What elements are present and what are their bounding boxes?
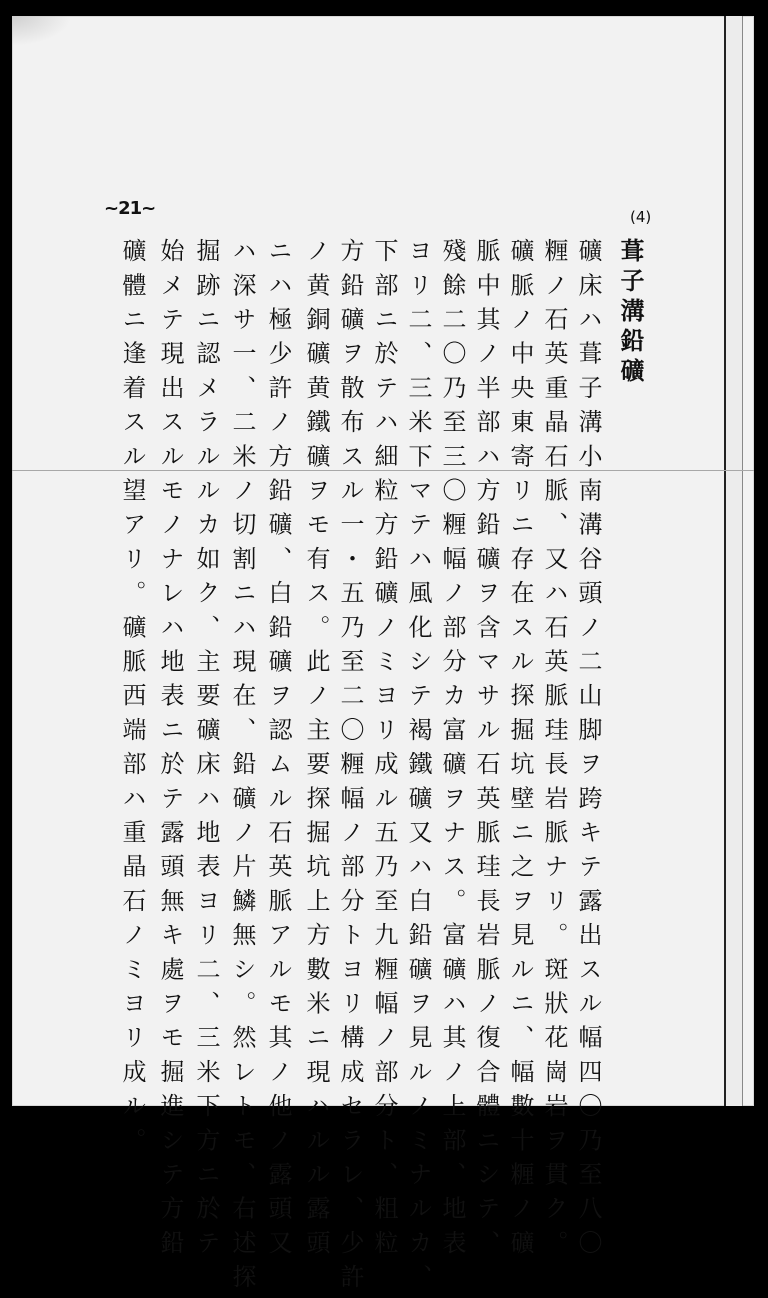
text-column: ヨリ二、三米下マテハ風化シテ褐鐵礦又ハ白鉛礦ヲ見ルノミナルカ、 <box>404 238 432 1298</box>
text-column: 礦體ニ逢着スル望アリ。礦脈西端部ハ重晶石ノミヨリ成ル。 <box>118 238 146 1162</box>
text-column: 礦床ハ葺子溝小南溝谷頭ノ二山脚ヲ跨キテ露出スル幅四〇乃至八〇 <box>574 238 602 1264</box>
text-column: 下部ニ於テハ細粒方鉛礦ノミヨリ成ル五乃至九糎幅ノ部分ト、粗粒 <box>370 238 398 1264</box>
text-column: 糎ノ石英重晶石脈、又ハ石英脈珪長岩脈ナリ。斑狀花崗岩ヲ貫ク。 <box>540 238 568 1264</box>
text-column: 方鉛礦ヲ散布スル一・五乃至二〇糎幅ノ部分トヨリ構成セラレ、少許 <box>336 238 364 1298</box>
text-column: 脈中其ノ半部ハ方鉛礦ヲ含マサル石英脈珪長岩脈ノ復合體ニシテ、 <box>472 238 500 1264</box>
binding-edge <box>724 16 743 1106</box>
text-column: 殘餘二〇乃至三〇糎幅ノ部分カ富礦ヲナス。富礦ハ其ノ上部、地表 <box>438 238 466 1264</box>
text-column: ノ黄銅礦黄鐵礦ヲモ有ス。此ノ主要探掘坑上方數米ニ現ハルル露頭 <box>302 238 330 1264</box>
text-column: 始メテ現出スルモノナレハ地表ニ於テ露頭無キ處ヲモ掘進シテ方鉛 <box>156 238 184 1264</box>
page-number: ~21~ <box>104 198 156 219</box>
text-column: 礦脈ノ中央東寄リニ存在スル探掘坑壁ニ之ヲ見ルニ、幅數十糎ノ礦 <box>506 238 534 1264</box>
paper-scuff <box>12 16 72 46</box>
section-heading: 葺子溝鉛礦 <box>616 238 645 388</box>
text-column: ニハ極少許ノ方鉛礦、白鉛礦ヲ認ムル石英脈アルモ其ノ他ノ露頭又 <box>264 238 292 1264</box>
section-number: (4) <box>630 208 652 226</box>
text-column: 掘跡ニ認メラルルカ如ク、主要礦床ハ地表ヨリ二、三米下方ニ於テ <box>192 238 220 1264</box>
text-column: ハ深サ一、二米ノ切割ニハ現在、鉛礦ノ片鱗無シ。然レトモ、右述探 <box>228 238 256 1298</box>
